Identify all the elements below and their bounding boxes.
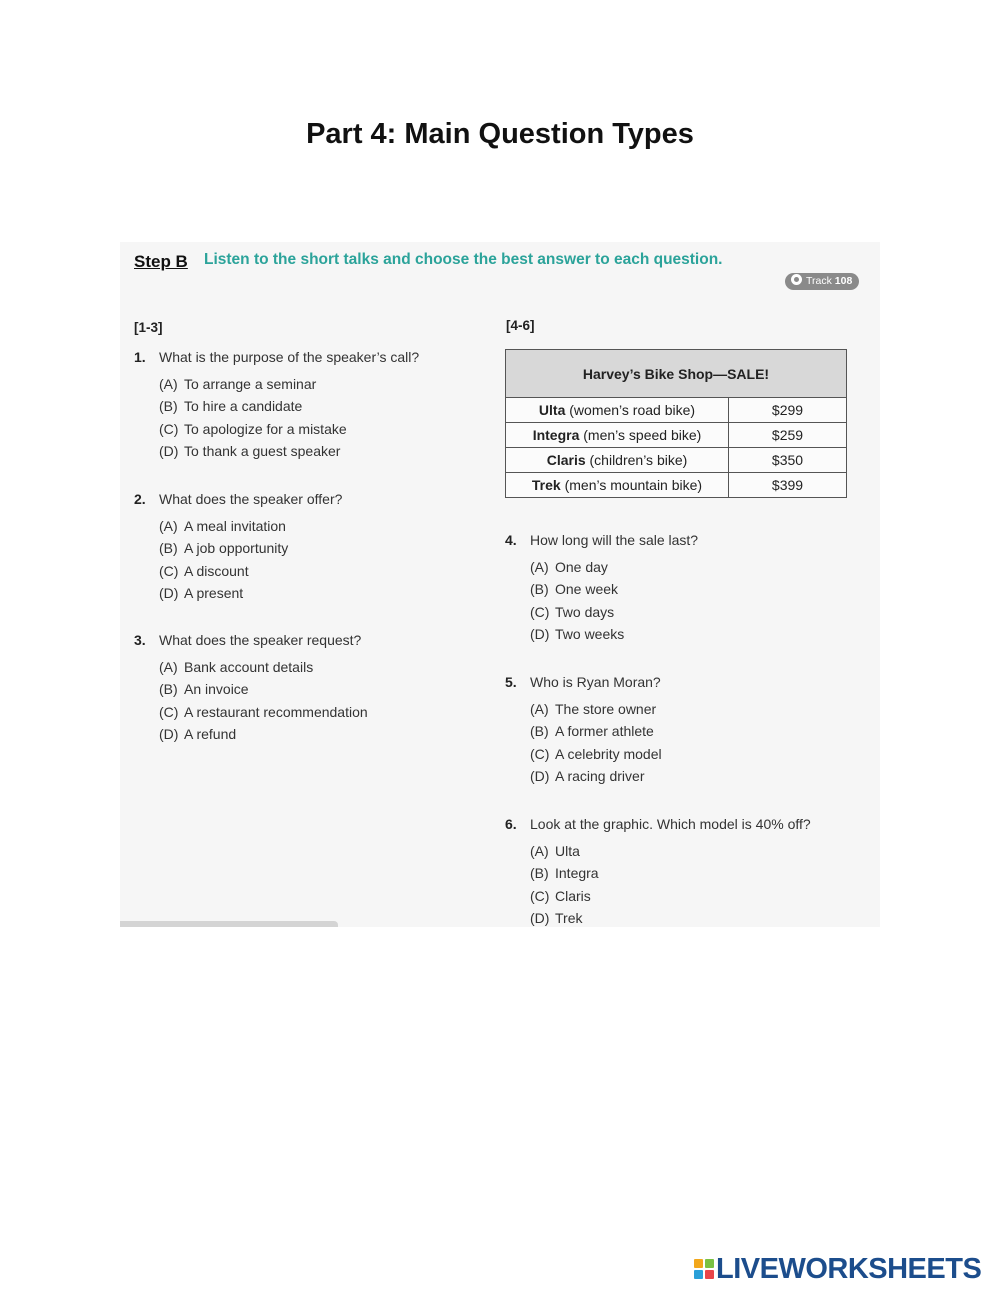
answer-option[interactable] <box>159 398 347 420</box>
option-text: A present <box>184 584 244 601</box>
answer-option[interactable] <box>530 843 599 865</box>
liveworksheets-logo[interactable] <box>694 1254 981 1284</box>
model-description: (children’s bike) <box>585 452 688 468</box>
question-text: What does the speaker request? <box>159 632 362 648</box>
question-number: 4. <box>505 532 517 548</box>
table-row <box>506 448 847 473</box>
option-letter: (D) <box>159 584 179 601</box>
option-text: One week <box>555 581 619 598</box>
option-letter: (A) <box>159 376 178 392</box>
logo-mark-icon <box>694 1259 714 1279</box>
question-text: Who is Ryan Moran? <box>530 674 661 690</box>
option-letter: (A) <box>530 701 549 717</box>
model-cell <box>506 398 729 423</box>
answer-option[interactable] <box>530 888 599 910</box>
answer-option[interactable] <box>530 559 624 581</box>
logo-square <box>705 1259 714 1268</box>
option-text: Integra <box>555 865 599 882</box>
answer-option[interactable] <box>530 581 624 603</box>
scan-edge <box>120 921 338 927</box>
option-letter: (C) <box>159 562 179 579</box>
answer-option[interactable] <box>530 723 662 745</box>
option-text: One day <box>555 559 608 575</box>
model-description: (women’s road bike) <box>565 402 696 418</box>
model-name: Integra <box>532 427 580 443</box>
option-letter: (B) <box>159 540 178 557</box>
table-row <box>506 398 847 423</box>
option-text: An invoice <box>184 681 249 698</box>
option-text: Two days <box>555 603 615 620</box>
model-cell <box>506 448 729 473</box>
option-text: To apologize for a mistake <box>184 420 347 437</box>
answer-option[interactable] <box>159 376 347 398</box>
model-cell <box>506 473 729 498</box>
price-cell: $399 <box>729 473 847 498</box>
audio-track-badge <box>785 273 859 290</box>
option-text: A meal invitation <box>184 518 286 534</box>
option-letter: (A) <box>159 518 178 534</box>
logo-square <box>694 1270 703 1279</box>
price-cell: $299 <box>729 398 847 423</box>
question-text: What does the speaker offer? <box>159 491 343 507</box>
option-letter: (C) <box>159 703 179 720</box>
option-letter: (A) <box>530 843 549 859</box>
answer-option[interactable] <box>530 768 662 790</box>
question-number: 6. <box>505 816 517 832</box>
answer-option[interactable] <box>530 604 624 626</box>
question-range-left: [1-3] <box>134 320 163 335</box>
page-title: Part 4: Main Question Types <box>306 118 694 150</box>
option-text: A celebrity model <box>555 745 662 762</box>
question-5 <box>505 674 662 790</box>
answer-option[interactable] <box>530 746 662 768</box>
option-text: A former athlete <box>555 723 654 740</box>
question-text: Look at the graphic. Which model is 40% off? <box>530 816 811 832</box>
answer-option[interactable] <box>159 540 288 562</box>
option-text: Trek <box>555 909 583 926</box>
answer-option[interactable] <box>530 865 599 887</box>
option-text: To arrange a seminar <box>184 376 317 392</box>
question-number: 5. <box>505 674 517 690</box>
question-2 <box>134 491 343 607</box>
price-cell: $259 <box>729 423 847 448</box>
question-text: How long will the sale last? <box>530 532 699 548</box>
price-cell: $350 <box>729 448 847 473</box>
model-cell <box>506 423 729 448</box>
option-text: The store owner <box>555 701 657 717</box>
answer-option[interactable] <box>159 563 288 585</box>
track-label: Track <box>806 275 832 287</box>
logo-square <box>694 1259 703 1268</box>
option-letter: (B) <box>159 398 178 415</box>
option-text: To hire a candidate <box>184 398 303 415</box>
option-letter: (B) <box>159 681 178 698</box>
question-range-right: [4-6] <box>506 318 535 333</box>
table-row <box>506 423 847 448</box>
question-text: What is the purpose of the speaker’s call? <box>159 349 420 365</box>
answer-option[interactable] <box>530 626 624 648</box>
model-name: Ulta <box>538 402 566 418</box>
question-number: 3. <box>134 632 146 648</box>
option-text: Ulta <box>555 843 580 859</box>
table-row <box>506 473 847 498</box>
answer-option[interactable] <box>530 910 599 932</box>
answer-option[interactable] <box>159 659 368 681</box>
option-letter: (B) <box>530 865 549 882</box>
option-text: A discount <box>184 562 249 579</box>
option-letter: (D) <box>530 909 550 926</box>
option-letter: (C) <box>530 887 550 904</box>
answer-option[interactable] <box>159 421 347 443</box>
option-letter: (C) <box>530 603 550 620</box>
table-title: Harvey’s Bike Shop—SALE! <box>506 350 847 398</box>
answer-option[interactable] <box>530 701 662 723</box>
answer-option[interactable] <box>159 585 288 607</box>
instructions: Listen to the short talks and choose the best answer to each question. <box>204 251 723 268</box>
model-description: (men’s speed bike) <box>579 427 702 443</box>
answer-option[interactable] <box>159 518 288 540</box>
option-letter: (D) <box>530 767 550 784</box>
answer-option[interactable] <box>159 443 347 465</box>
track-number: 108 <box>834 275 853 287</box>
option-letter: (A) <box>159 659 178 675</box>
question-4 <box>505 532 699 648</box>
answer-option[interactable] <box>159 726 368 748</box>
answer-option[interactable] <box>159 681 368 703</box>
option-letter: (D) <box>530 625 550 642</box>
option-text: Bank account details <box>184 659 314 675</box>
option-text: A refund <box>184 725 237 742</box>
option-text: A restaurant recommendation <box>184 703 368 720</box>
logo-square <box>705 1270 714 1279</box>
option-text: Two weeks <box>555 625 625 642</box>
option-letter: (B) <box>530 581 549 598</box>
option-letter: (A) <box>530 559 549 575</box>
logo-text: LIVEWORKSHEETS <box>716 1252 982 1285</box>
option-letter: (C) <box>159 420 179 437</box>
question-number: 2. <box>134 491 146 507</box>
option-text: Claris <box>555 887 591 904</box>
audio-disc-icon <box>791 274 802 285</box>
model-description: (men’s mountain bike) <box>560 477 703 493</box>
option-letter: (C) <box>530 745 550 762</box>
question-1 <box>134 349 420 465</box>
option-letter: (D) <box>159 442 179 459</box>
option-letter: (B) <box>530 723 549 740</box>
sale-price-table <box>505 349 847 498</box>
option-text: A racing driver <box>555 767 645 784</box>
model-name: Trek <box>531 477 561 493</box>
question-3 <box>134 632 368 748</box>
question-6 <box>505 816 811 932</box>
option-text: A job opportunity <box>184 540 289 557</box>
question-number: 1. <box>134 349 146 365</box>
option-letter: (D) <box>159 725 179 742</box>
step-label: Step B <box>134 252 188 271</box>
answer-option[interactable] <box>159 704 368 726</box>
model-name: Claris <box>546 452 586 468</box>
option-text: To thank a guest speaker <box>184 442 341 459</box>
